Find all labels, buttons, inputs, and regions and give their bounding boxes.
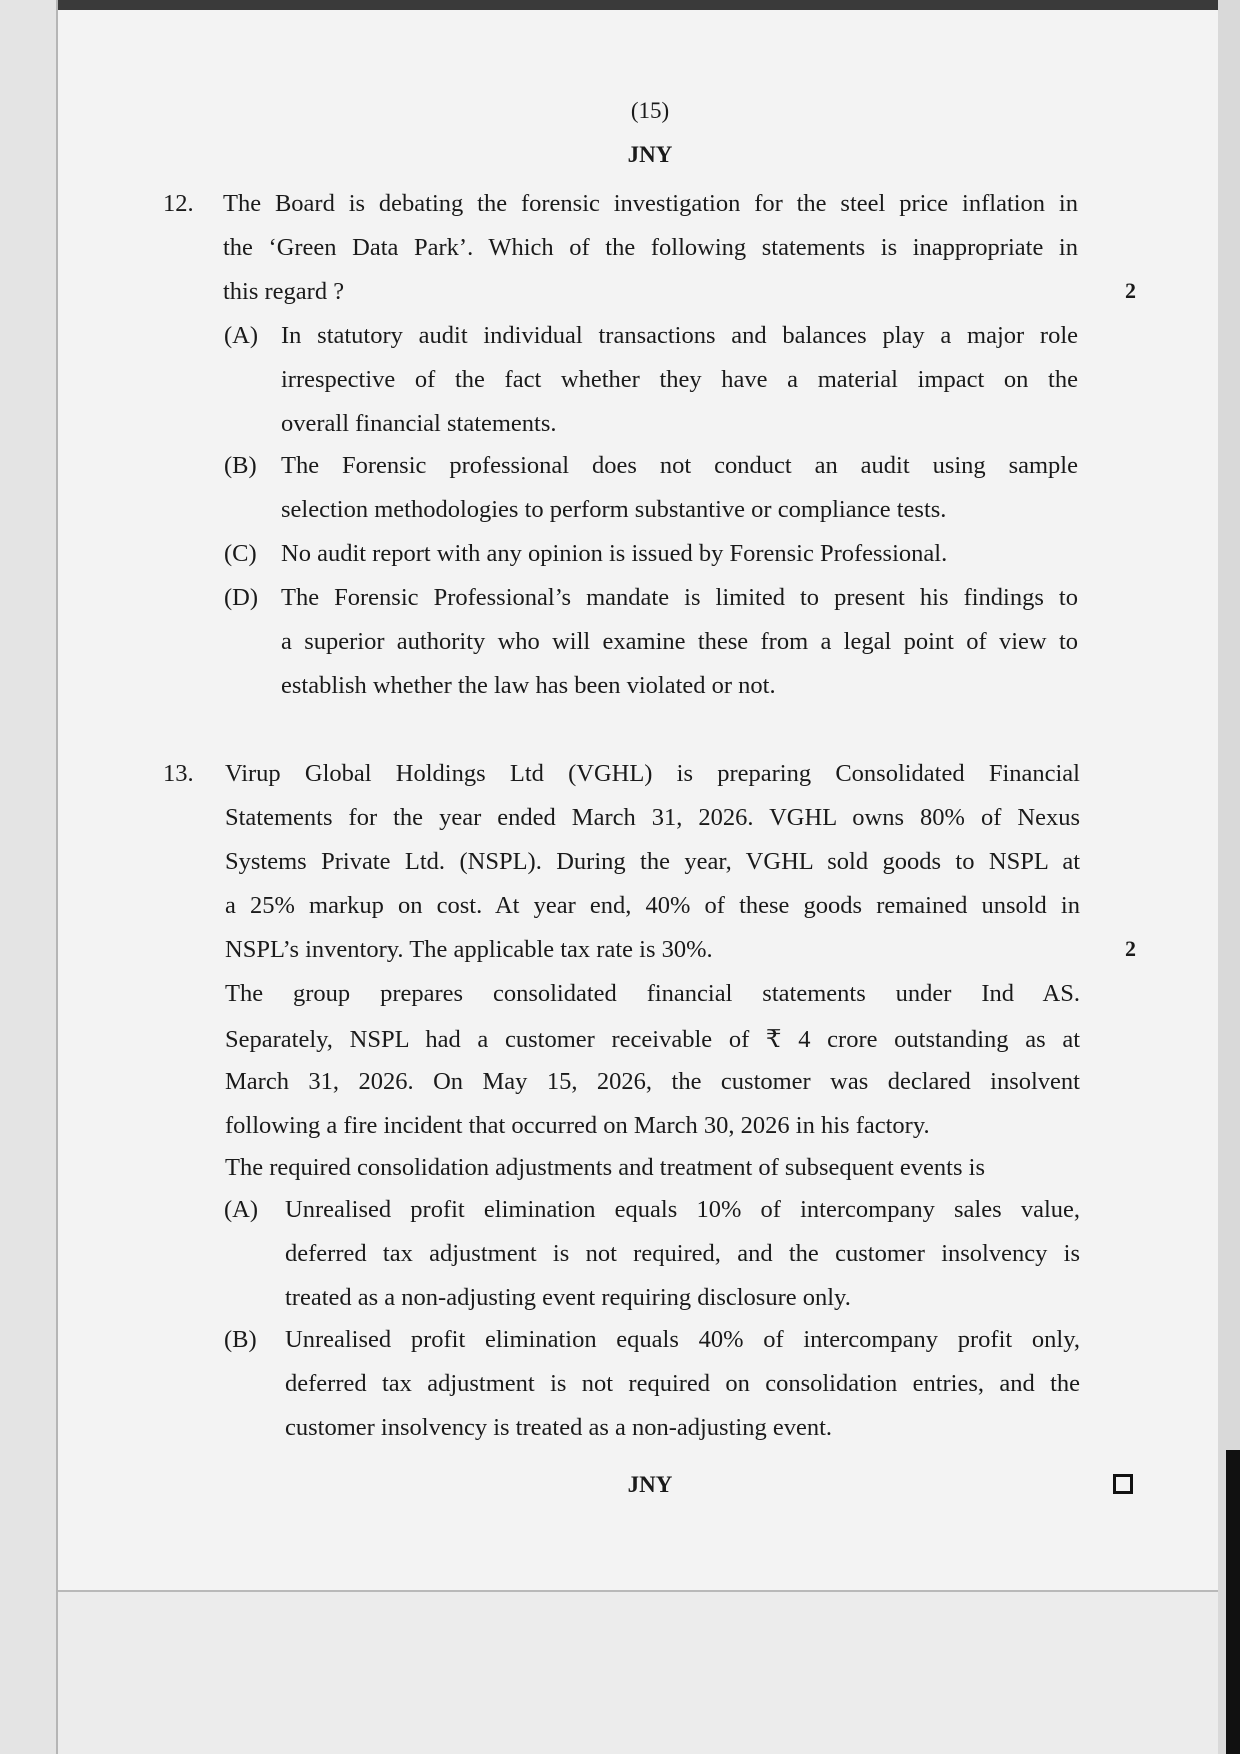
question-13-option-a-line-1: Unrealised profit elimination equals 10% of intercompany sales value, [285,1196,1080,1223]
question-12-option-d-line-3: establish whether the law has been violated or not. [281,672,776,699]
question-13-option-b-line-1: Unrealised profit elimination equals 40% of intercompany profit only, [285,1326,1080,1353]
question-12-stem-line-3: this regard ? [223,278,345,305]
question-12-option-d-label: (D) [224,584,259,611]
question-13-stem2-line-4: following a fire incident that occurred on March 30, 2026 in his factory. [225,1112,930,1139]
question-13-option-a-line-3: treated as a non-adjusting event requiring disclosure only. [285,1284,851,1311]
question-12-option-d-line-2: a superior authority who will examine these from a legal point of view to [281,628,1078,655]
question-12-option-b-line-1: The Forensic professional does not conduct an audit using sample [281,452,1078,479]
question-12-option-b-line-2: selection methodologies to perform substantive or compliance tests. [281,496,947,523]
question-12-option-b-label: (B) [224,452,257,479]
question-13-number: 13. [163,760,194,787]
page-marker-square-icon [1113,1474,1133,1494]
question-13-option-b-line-3: customer insolvency is treated as a non-adjusting event. [285,1414,833,1441]
question-13-stem-line-3: Systems Private Ltd. (NSPL). During the year, VGHL sold goods to NSPL at [225,848,1080,875]
question-12-marks: 2 [1125,278,1136,303]
question-13-stem2-line-1: The group prepares consolidated financial statements under Ind AS. [225,980,1080,1007]
question-12-option-c-label: (C) [224,540,257,567]
question-13-option-b-label: (B) [224,1326,257,1353]
question-12-option-d-line-1: The Forensic Professional’s mandate is limited to present his findings to [281,584,1078,611]
question-12-option-a-label: (A) [224,322,259,349]
page-number: (15) [630,98,670,123]
page-bottom-edge [58,1590,1218,1592]
question-13-stem2-line-3: March 31, 2026. On May 15, 2026, the customer was declared insolvent [225,1068,1080,1095]
question-13-stem2-line-2: Separately, NSPL had a customer receivable of ₹ 4 crore outstanding as at [225,1026,1080,1053]
question-12-number: 12. [163,190,194,217]
paper-code-header: JNY [627,142,673,167]
question-13-stem-line-2: Statements for the year ended March 31, 2026. VGHL owns 80% of Nexus [225,804,1080,831]
question-12-option-a-line-3: overall financial statements. [281,410,557,437]
question-12-stem-line-1: The Board is debating the forensic investigation for the steel price inflation in [223,190,1078,217]
question-12-option-a-line-1: In statutory audit individual transactions and balances play a major role [281,322,1078,349]
question-12-option-c-line-1: No audit report with any opinion is issued by Forensic Professional. [281,540,948,567]
question-13-option-b-line-2: deferred tax adjustment is not required on consolidation entries, and the [285,1370,1080,1397]
question-13-stem3: The required consolidation adjustments and treatment of subsequent events is [225,1154,985,1181]
question-13-marks: 2 [1125,936,1136,961]
question-13-stem-line-1: Virup Global Holdings Ltd (VGHL) is preparing Consolidated Financial [225,760,1080,787]
question-13-option-a-label: (A) [224,1196,259,1223]
question-13-stem-line-4: a 25% markup on cost. At year end, 40% of these goods remained unsold in [225,892,1080,919]
paper-code-footer: JNY [627,1472,673,1497]
question-13-option-a-line-2: deferred tax adjustment is not required, and the customer insolvency is [285,1240,1080,1267]
question-13-stem-line-5: NSPL’s inventory. The applicable tax rate is 30%. [225,936,713,963]
question-12-stem-line-2: the ‘Green Data Park’. Which of the following statements is inappropriate in [223,234,1078,261]
question-12-option-a-line-2: irrespective of the fact whether they have a material impact on the [281,366,1078,393]
